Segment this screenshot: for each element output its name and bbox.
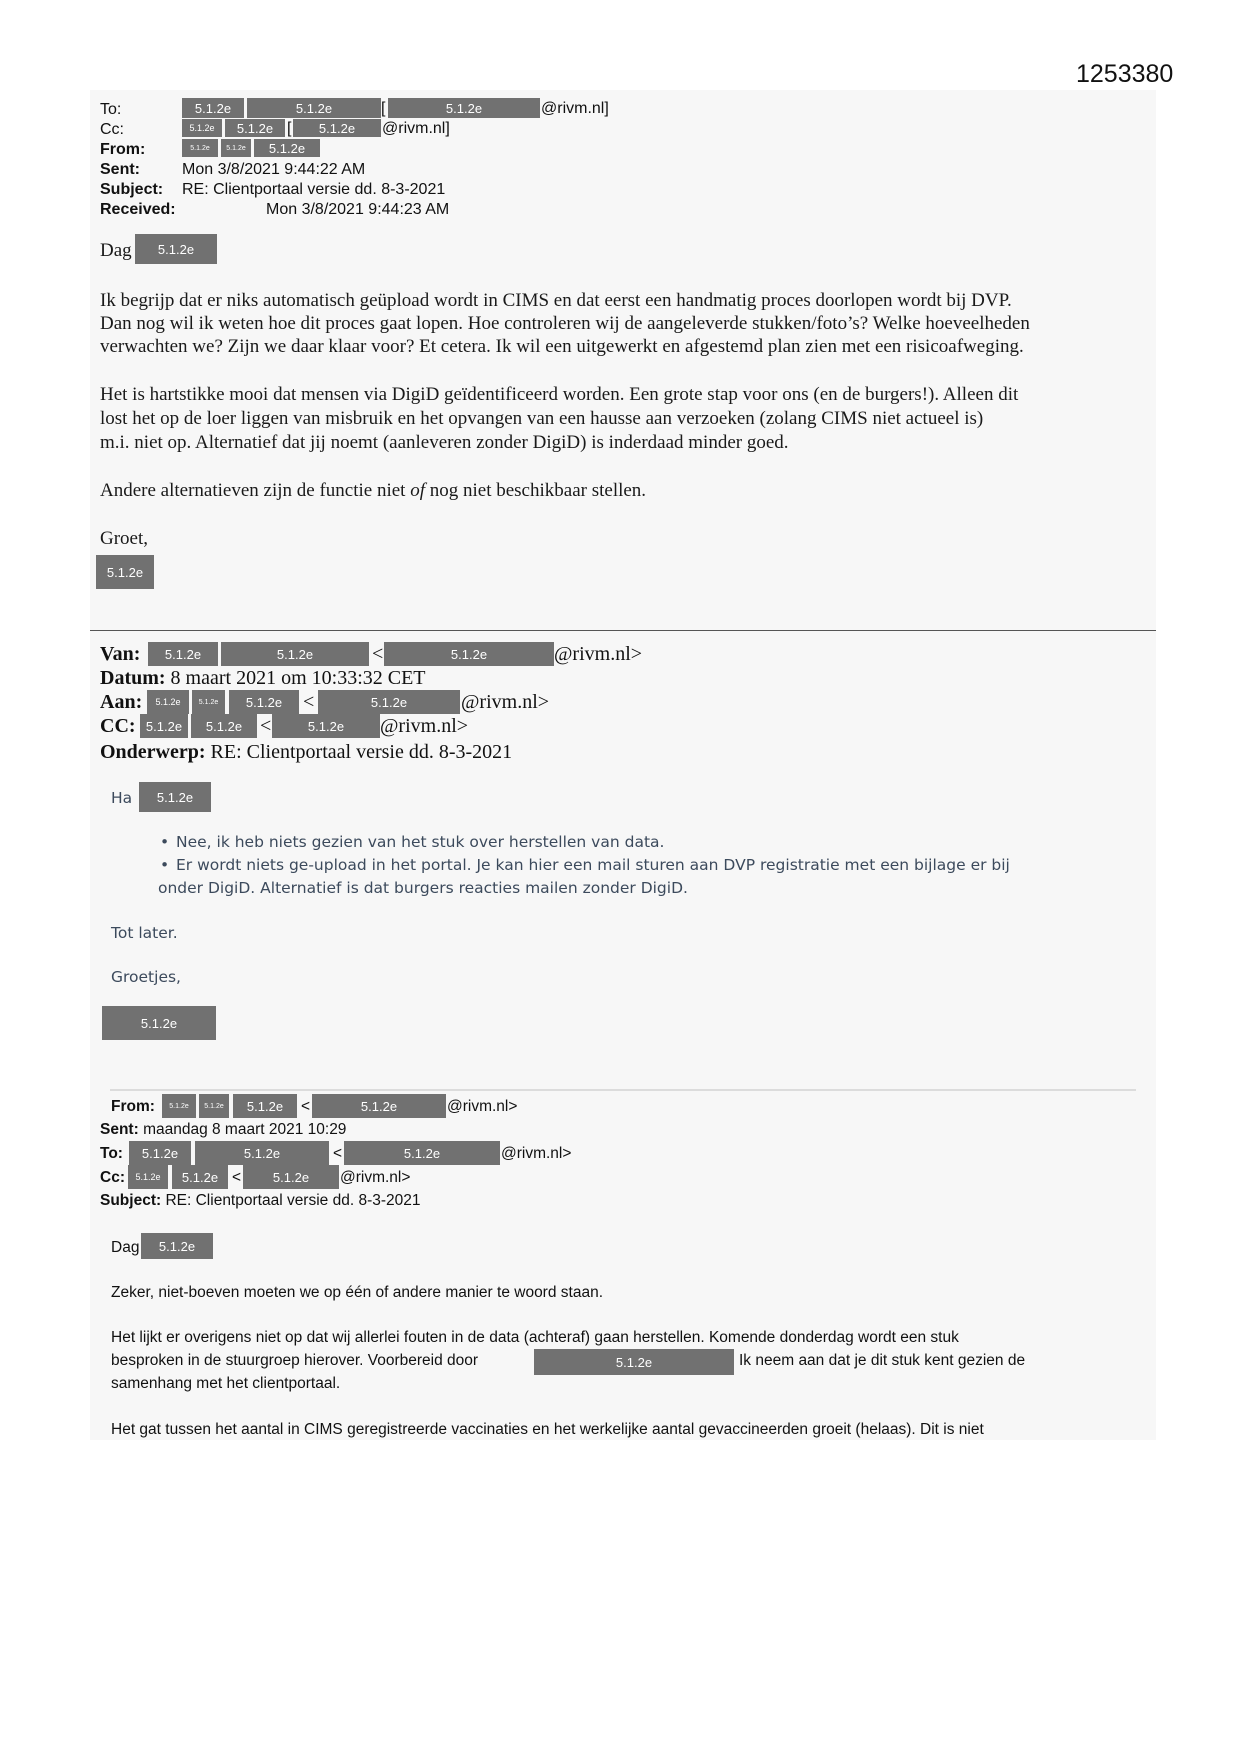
redaction-block: 5.1.2e bbox=[344, 1141, 500, 1165]
redaction-block: 5.1.2e bbox=[182, 98, 244, 118]
redaction-block: 5.1.2e bbox=[221, 139, 251, 157]
email3-cc-label: Cc: bbox=[100, 1169, 125, 1186]
redaction-block: 5.1.2e bbox=[247, 98, 381, 118]
redaction-block: 5.1.2e bbox=[388, 98, 540, 118]
email3-subject: Subject: RE: Clientportaal versie dd. 8-3-2021 bbox=[100, 1192, 421, 1209]
redaction-block: 5.1.2e bbox=[384, 642, 554, 666]
email3-para2-line3: samenhang met het clientportaal. bbox=[111, 1375, 341, 1392]
email1-received-value: Mon 3/8/2021 9:44:23 AM bbox=[266, 201, 450, 218]
email1-cc-label: Cc: bbox=[100, 121, 124, 138]
redaction-block: 5.1.2e bbox=[182, 139, 218, 157]
email3-line1: Zeker, niet-boeven moeten we op één of andere manier te woord staan. bbox=[111, 1284, 603, 1301]
email1-para2-line: Het is hartstikke mooi dat mensen via DigiD geïdentificeerd worden. Een grote stap voor ons (en de burgers!). Alleen dit bbox=[100, 384, 1019, 405]
email1-from-label: From: bbox=[100, 141, 146, 158]
email1-to-domain: @rivm.nl] bbox=[541, 100, 609, 117]
redaction-block: 5.1.2e bbox=[199, 1094, 229, 1118]
redaction-block: 5.1.2e bbox=[221, 642, 369, 666]
email1-sent-value: Mon 3/8/2021 9:44:22 AM bbox=[182, 161, 366, 178]
redaction-block: 5.1.2e bbox=[534, 1349, 734, 1375]
email1-cc-domain: @rivm.nl] bbox=[382, 120, 450, 137]
email2-van-label: Van: bbox=[100, 643, 141, 665]
bullet-icon: • bbox=[160, 856, 170, 874]
email3-to-domain: @rivm.nl> bbox=[501, 1145, 572, 1162]
email3-from-lt: < bbox=[301, 1098, 311, 1115]
email3-from-domain: @rivm.nl> bbox=[447, 1098, 518, 1115]
email2-aan-label: Aan: bbox=[100, 691, 143, 713]
bullet-icon: • bbox=[160, 833, 170, 851]
email2-cc-label: CC: bbox=[100, 715, 136, 737]
email1-to-label: To: bbox=[100, 101, 122, 118]
email2-van-lt: < bbox=[372, 643, 384, 665]
email1-subject-label: Subject: bbox=[100, 181, 164, 198]
redaction-block: 5.1.2e bbox=[243, 1165, 339, 1189]
email3-to-label: To: bbox=[100, 1145, 123, 1162]
email1-para2-line: lost het op de loer liggen van misbruik en het opvangen van een hausse aan verzoeken (zolang CIMS niet actueel is) bbox=[100, 408, 984, 429]
redaction-block: 5.1.2e bbox=[140, 714, 188, 738]
redaction-block: 5.1.2e bbox=[141, 1233, 213, 1259]
email1-para2-line: m.i. niet op. Alternatief dat jij noemt (aanleveren zonder DigiD) is inderdaad minder goed. bbox=[100, 432, 789, 453]
redaction-block: 5.1.2e bbox=[312, 1094, 446, 1118]
redaction-block: 5.1.2e bbox=[318, 690, 460, 714]
redaction-block: 5.1.2e bbox=[191, 714, 257, 738]
redaction-block: 5.1.2e bbox=[233, 1094, 297, 1118]
email1-para1-line: Dan nog wil ik weten hoe dit proces gaat lopen. Hoe controleren wij de aangeleverde stukken/foto’s? Welke hoeveelheden bbox=[100, 313, 1030, 334]
email2-aan-lt: < bbox=[303, 691, 315, 713]
separator-line bbox=[110, 1089, 1136, 1091]
redaction-block: 5.1.2e bbox=[225, 119, 285, 137]
email1-closing: Groet, bbox=[100, 528, 149, 549]
redaction-block: 5.1.2e bbox=[147, 690, 189, 714]
redaction-block: 5.1.2e bbox=[192, 690, 225, 714]
email3-sent: Sent: maandag 8 maart 2021 10:29 bbox=[100, 1121, 347, 1138]
redaction-block: 5.1.2e bbox=[135, 234, 217, 264]
email3-para2-line1: Het lijkt er overigens niet op dat wij allerlei fouten in de data (achteraf) gaan herstellen. Komende donderdag wordt een stuk bbox=[111, 1329, 959, 1346]
redaction-block: 5.1.2e bbox=[272, 714, 380, 738]
email2-datum: Datum: 8 maart 2021 om 10:33:32 CET bbox=[100, 667, 426, 689]
redaction-block: 5.1.2e bbox=[229, 690, 299, 714]
email2-aan-domain: @rivm.nl> bbox=[461, 691, 550, 713]
email2-cc-lt: < bbox=[260, 715, 272, 737]
email2-bullet-continuation: onder DigiD. Alternatief is dat burgers reacties mailen zonder DigiD. bbox=[158, 879, 688, 897]
email2-onderwerp: Onderwerp: RE: Clientportaal versie dd. 8-3-2021 bbox=[100, 741, 513, 763]
email2-greeting: Ha bbox=[111, 789, 133, 807]
email1-para1-line: verwachten we? Zijn we daar klaar voor? Et cetera. Ik wil een uitgewerkt en afgestemd plan zien met een risicoafweging. bbox=[100, 336, 1024, 357]
email3-cc-lt: < bbox=[232, 1169, 242, 1186]
email2-van-domain: @rivm.nl> bbox=[554, 643, 643, 665]
email2-cc-domain: @rivm.nl> bbox=[380, 715, 469, 737]
redaction-block: 5.1.2e bbox=[128, 1165, 168, 1189]
redaction-block: 5.1.2e bbox=[96, 555, 154, 589]
redaction-block: 5.1.2e bbox=[182, 119, 222, 137]
email3-to-lt: < bbox=[333, 1145, 343, 1162]
redaction-block: 5.1.2e bbox=[139, 782, 211, 812]
document-number: 1253380 bbox=[1076, 60, 1174, 88]
email1-subject-value: RE: Clientportaal versie dd. 8-3-2021 bbox=[182, 181, 446, 198]
redaction-block: 5.1.2e bbox=[254, 139, 320, 157]
email2-bullet: Nee, ik heb niets gezien van het stuk over herstellen van data. bbox=[176, 833, 665, 851]
redaction-block: 5.1.2e bbox=[195, 1141, 329, 1165]
redaction-block: 5.1.2e bbox=[293, 119, 381, 137]
email1-cc-bracket: [ bbox=[287, 120, 292, 137]
email1-received-label: Received: bbox=[100, 201, 176, 218]
redaction-block: 5.1.2e bbox=[148, 642, 218, 666]
email3-cc-domain: @rivm.nl> bbox=[340, 1169, 411, 1186]
email2-tot-later: Tot later. bbox=[111, 924, 178, 942]
redaction-block: 5.1.2e bbox=[129, 1141, 191, 1165]
email2-bullet: Er wordt niets ge-upload in het portal. Je kan hier een mail sturen aan DVP registratie met een bijlage er bij bbox=[176, 856, 1010, 874]
separator-line bbox=[90, 630, 1156, 631]
email1-para3: Andere alternatieven zijn de functie niet of nog niet beschikbaar stellen. bbox=[100, 480, 647, 501]
email1-greeting: Dag bbox=[100, 240, 132, 261]
redaction-block: 5.1.2e bbox=[102, 1006, 216, 1040]
email3-para2-line2a: besproken in de stuurgroep hierover. Voorbereid door bbox=[111, 1352, 479, 1369]
email3-from-label: From: bbox=[111, 1098, 155, 1115]
email3-para2-line2b: Ik neem aan dat je dit stuk kent gezien de bbox=[739, 1352, 1026, 1369]
email3-para3-line1: Het gat tussen het aantal in CIMS geregistreerde vaccinaties en het werkelijke aantal gevaccineerden groeit (helaas). Dit is niet bbox=[111, 1421, 984, 1438]
email1-sent-label: Sent: bbox=[100, 161, 140, 178]
email1-to-bracket: [ bbox=[381, 100, 386, 117]
email2-closing: Groetjes, bbox=[111, 968, 181, 986]
email1-para1-line: Ik begrijp dat er niks automatisch geüpload wordt in CIMS en dat eerst een handmatig proces doorlopen wordt bij DVP. bbox=[100, 290, 1012, 311]
redaction-block: 5.1.2e bbox=[172, 1165, 228, 1189]
redaction-block: 5.1.2e bbox=[162, 1094, 196, 1118]
email3-greeting: Dag bbox=[111, 1239, 140, 1256]
